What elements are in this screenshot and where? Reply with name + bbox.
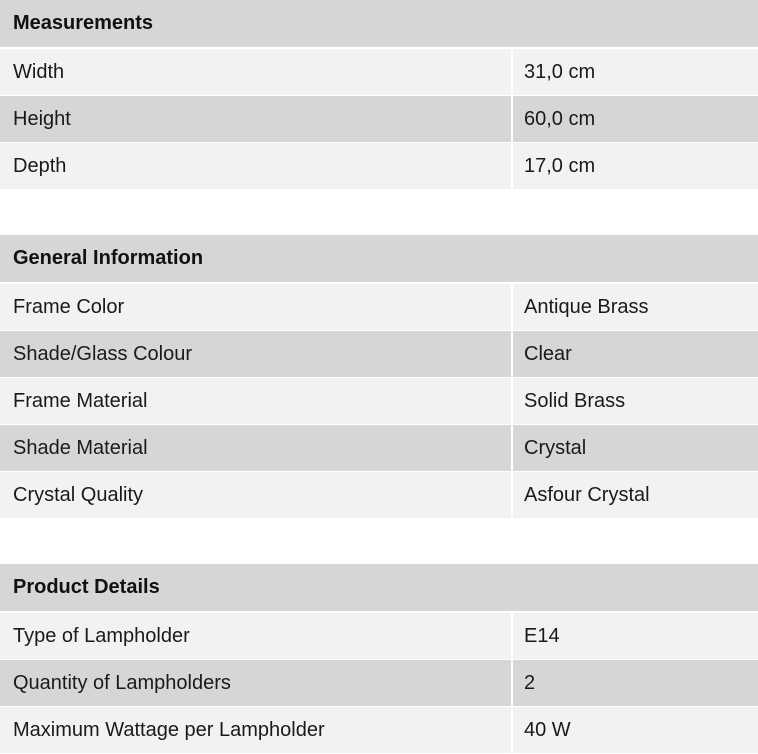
section-header-row bbox=[0, 0, 758, 49]
section-title: Product Details bbox=[0, 564, 758, 613]
row-label: Maximum Wattage per Lampholder bbox=[0, 707, 511, 754]
table-row bbox=[0, 660, 758, 707]
row-label: Height bbox=[0, 96, 511, 143]
row-value: 17,0 cm bbox=[511, 143, 758, 190]
row-value: 2 bbox=[511, 660, 758, 707]
row-label: Frame Material bbox=[0, 378, 511, 425]
section-title: General Information bbox=[0, 235, 758, 284]
row-value: Antique Brass bbox=[511, 284, 758, 331]
table-row bbox=[0, 613, 758, 660]
row-label: Crystal Quality bbox=[0, 472, 511, 519]
measurements-table bbox=[0, 0, 758, 190]
row-label: Shade/Glass Colour bbox=[0, 331, 511, 378]
table-row bbox=[0, 49, 758, 96]
table-row bbox=[0, 284, 758, 331]
row-label: Quantity of Lampholders bbox=[0, 660, 511, 707]
row-value: Clear bbox=[511, 331, 758, 378]
row-value: 31,0 cm bbox=[511, 49, 758, 96]
row-value: E14 bbox=[511, 613, 758, 660]
table-row bbox=[0, 425, 758, 472]
table-row bbox=[0, 143, 758, 190]
row-label: Type of Lampholder bbox=[0, 613, 511, 660]
table-row bbox=[0, 472, 758, 519]
product-details-table bbox=[0, 564, 758, 754]
row-label: Width bbox=[0, 49, 511, 96]
row-value: 40 W bbox=[511, 707, 758, 754]
row-value: Crystal bbox=[511, 425, 758, 472]
general-information-table bbox=[0, 235, 758, 519]
table-row bbox=[0, 378, 758, 425]
row-value: Asfour Crystal bbox=[511, 472, 758, 519]
section-spacer bbox=[0, 519, 758, 564]
section-header-row bbox=[0, 564, 758, 613]
section-spacer bbox=[0, 190, 758, 235]
table-row bbox=[0, 707, 758, 754]
table-row bbox=[0, 96, 758, 143]
section-header-row bbox=[0, 235, 758, 284]
row-value: 60,0 cm bbox=[511, 96, 758, 143]
row-label: Depth bbox=[0, 143, 511, 190]
section-title: Measurements bbox=[0, 0, 758, 49]
row-value: Solid Brass bbox=[511, 378, 758, 425]
row-label: Frame Color bbox=[0, 284, 511, 331]
row-label: Shade Material bbox=[0, 425, 511, 472]
table-row bbox=[0, 331, 758, 378]
